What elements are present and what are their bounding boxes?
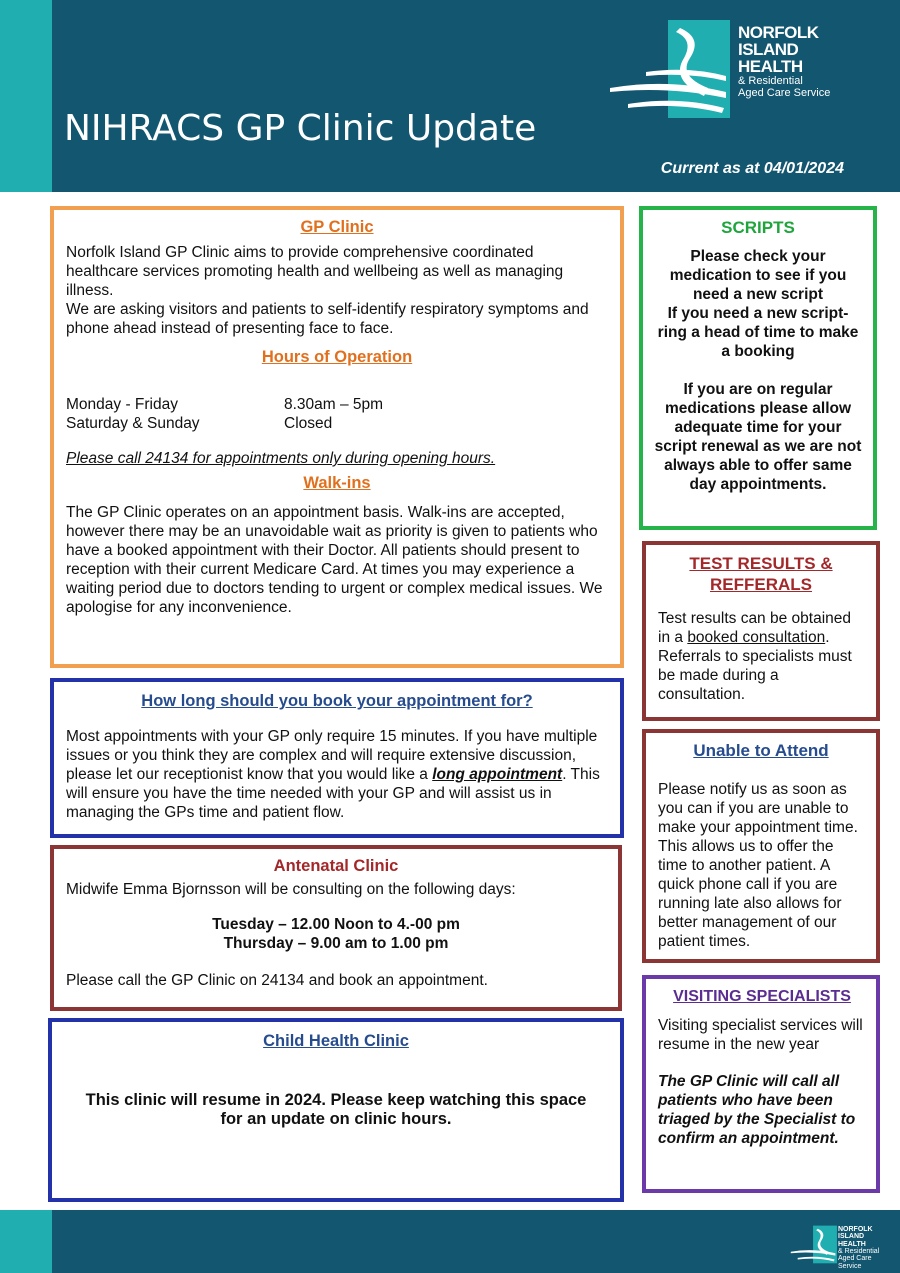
footer-logo-swoosh-icon (790, 1224, 840, 1268)
logo-text: NORFOLK ISLAND HEALTH & Residential Aged Care Service (738, 23, 831, 100)
footer-logo-text: NORFOLK ISLAND HEALTH & Residential Aged Care Service (838, 1226, 880, 1270)
current-as-at-date: Current as at 04/01/2024 (660, 160, 844, 177)
visiting-specialists-panel (642, 975, 880, 1193)
page-title: NIHRACS GP Clinic Update (64, 108, 537, 149)
footer-logo (790, 1224, 890, 1268)
appointment-length-title: How long should you book your appointment for? (141, 692, 533, 710)
antenatal-day-thursday: Thursday – 9.00 am to 1.00 pm (223, 935, 449, 952)
header-accent-bar (0, 0, 52, 192)
antenatal-intro: Midwife Emma Bjornsson will be consulting on the following days: (66, 881, 516, 898)
walkins-title: Walk-ins (303, 474, 371, 492)
walkins-text: The GP Clinic operates on an appointment basis. Walk-ins are accepted, however there may be an unavoidable wait as priority is given to patients who have a booked appointment with their Doctor. All patients should present to reception with their current Medicare Card. At times you may experience a waiting period due to doctors tending to urgent or complex medical issues. We apologise for any inconvenience. (66, 504, 603, 616)
antenatal-title: Antenatal Clinic (273, 857, 399, 875)
scripts-check-text: Please check your medication to see if you need a new script (669, 248, 847, 303)
hours-table (66, 395, 608, 433)
header-banner (0, 0, 900, 192)
child-health-panel (48, 1018, 624, 1202)
appointment-length-text: Most appointments with your GP only require 15 minutes. If you have multiple issues or you think they are complex and will require extensive discussion, please let our receptionist know that you would like a long appointment. This will ensure you have the time needed with your GP and will assist us in managing the GPs time and patient flow. (66, 728, 600, 821)
gp-clinic-intro: Norfolk Island GP Clinic aims to provide comprehensive coordinated healthcare services promoting health and wellbeing as well as managing illness. (66, 244, 564, 299)
scripts-ring-text: If you need a new script- ring a head of time to make a booking (657, 305, 859, 360)
gp-clinic-panel (50, 206, 624, 668)
antenatal-clinic-panel (50, 845, 622, 1011)
footer-banner (0, 1210, 900, 1273)
visiting-specialists-text: Visiting specialist services will resume in the new year (658, 1017, 863, 1053)
unable-to-attend-title: Unable to Attend (693, 741, 829, 760)
antenatal-outro: Please call the GP Clinic on 24134 and book an appointment. (66, 972, 488, 989)
child-health-title: Child Health Clinic (263, 1032, 409, 1050)
gp-clinic-title: GP Clinic (300, 218, 374, 236)
hours-title: Hours of Operation (261, 348, 413, 366)
gp-clinic-respiratory-note: We are asking visitors and patients to self-identify respiratory symptoms and phone ahead instead of presenting face to face. (66, 301, 589, 337)
scripts-title: SCRIPTS (721, 218, 795, 237)
logo-swoosh-icon (608, 18, 738, 128)
test-results-title: TEST RESULTS & REFFERALS (689, 554, 833, 594)
appointment-length-panel (50, 678, 624, 838)
antenatal-day-tuesday: Tuesday – 12.00 Noon to 4.-00 pm (212, 916, 460, 933)
test-results-text: Test results can be obtained in a booked consultation. Referrals to specialists must be made during a consultation. (658, 610, 852, 703)
unable-to-attend-panel (642, 729, 880, 963)
test-results-panel (642, 541, 880, 721)
child-health-text: This clinic will resume in 2024. Please keep watching this space for an update on clinic hours. (85, 1091, 587, 1128)
call-note: Please call 24134 for appointments only during opening hours. (66, 450, 496, 467)
nihracs-logo (608, 18, 858, 128)
scripts-panel (639, 206, 877, 530)
hours-row: Monday - Friday 8.30am – 5pm (66, 396, 384, 413)
visiting-specialists-note: The GP Clinic will call all patients who have been triaged by the Specialist to confirm an appointment. (658, 1073, 856, 1147)
visiting-specialists-title: VISITING SPECIALISTS (673, 988, 851, 1005)
unable-to-attend-text: Please notify us as soon as you can if you are unable to make your appointment time. This allows us to offer the time to another patient. A quick phone call if you are running late also allows for better management of our patient times. (658, 781, 858, 950)
scripts-renewal-text: If you are on regular medications please allow adequate time for your script renewal as we are not always able to offer same day appointments. (654, 381, 862, 493)
footer-accent-bar (0, 1210, 52, 1273)
hours-row: Saturday & Sunday Closed (66, 415, 333, 432)
